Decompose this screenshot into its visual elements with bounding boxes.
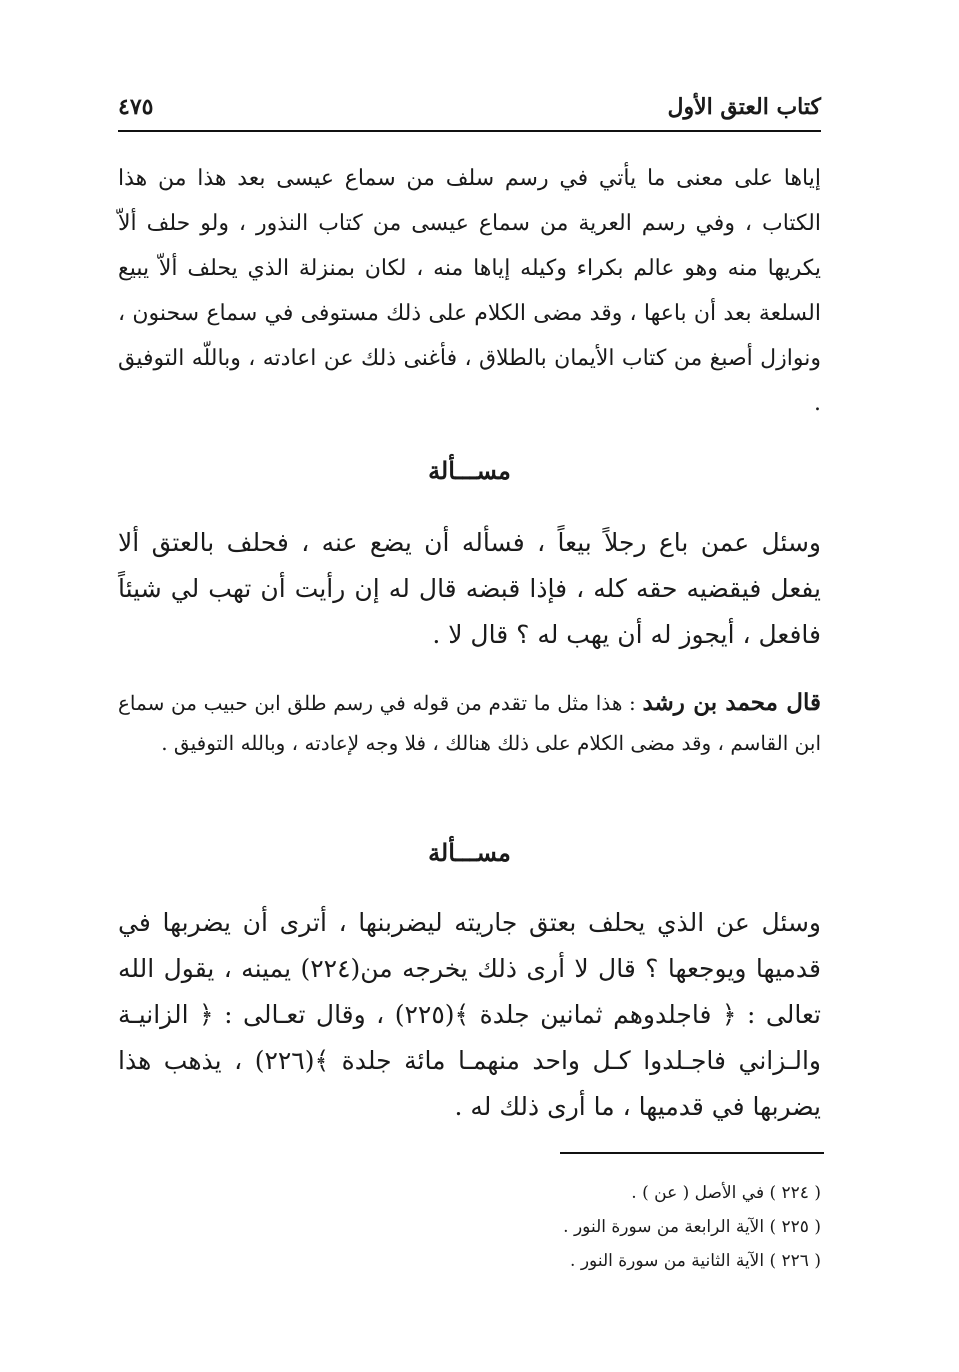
page-number: ٤٧٥ — [118, 94, 154, 120]
paragraph-3-text: : هذا مثل ما تقدم من قوله في رسم طلق ابن حبيب من سماع ابن القاسم ، وقد مضى الكلام على ذلك هنالك ، فلا وجه لإعادته ، وبالله التوفيق . — [118, 691, 821, 755]
section-heading: مســـألة — [428, 838, 511, 867]
running-title: كتاب العتق الأول — [667, 94, 821, 120]
paragraph-2: وسئل عمن باع رجلاً بيعاً ، فسأله أن يضع عنه ، فحلف بالعتق ألا يفعل فيقضيه حقه كله ، فإذا قبضه قال له إن رأيت أن تهب لي شيئاً فافعل ، أيجوز له أن يهب له ؟ قال لا . — [118, 528, 821, 649]
speaker-name: قال محمد بن رشد — [642, 689, 821, 716]
paragraph-4: وسئل عن الذي يحلف بعتق جاريته ليضربنها ، أترى أن يضربها في قدميها ويوجعها ؟ قال لا أرى ذلك يخرجه من(٢٢٤) يمينه ، يقول الله تعالى : ﴿ فاجلدوهم ثمانين جلدة ﴾(٢٢٥) ، وقال تعـالى : ﴿ الزانيـة والـزاني فاجـلدوا كـل واحد منهمـا مائة جلدة ﴾(٢٢٦) ، يذهب هذا يضربها في قدميها ، ما أرى ذلك له . — [118, 908, 822, 1121]
paragraph-1: إياها على معنى ما يأتي في رسم سلف من سماع عيسى بعد هذا من هذا الكتاب ، وفي رسم العرية من سماع عيسى من كتاب النذور ، ولو حلف ألاّ يكريها منه وهو عالم بكراء وكيله إياها منه ، لكان بمنزلة الذي يحلف ألاّ يبيع السلعة بعد أن باعها ، وقد مضى الكلام على ذلك مستوفى في سماع سحنون ، ونوازل أصبغ من كتاب الأيمان بالطلاق ، فأغنى ذلك عن اعادته ، وباللّه التوفيق . — [118, 166, 821, 416]
footnote: ( ٢٢٥ ) الآية الرابعة من سورة النور . — [563, 1217, 821, 1237]
footnote: ( ٢٢٦ ) الآية الثانية من سورة النور . — [570, 1251, 821, 1271]
footnote: ( ٢٢٤ ) في الأصل ( عن ) . — [631, 1183, 821, 1203]
paragraph-3 — [118, 683, 821, 763]
footnotes — [400, 1176, 821, 1278]
section-heading: مســـألة — [428, 456, 511, 485]
page-header — [118, 92, 821, 132]
footnote-divider — [560, 1152, 824, 1154]
